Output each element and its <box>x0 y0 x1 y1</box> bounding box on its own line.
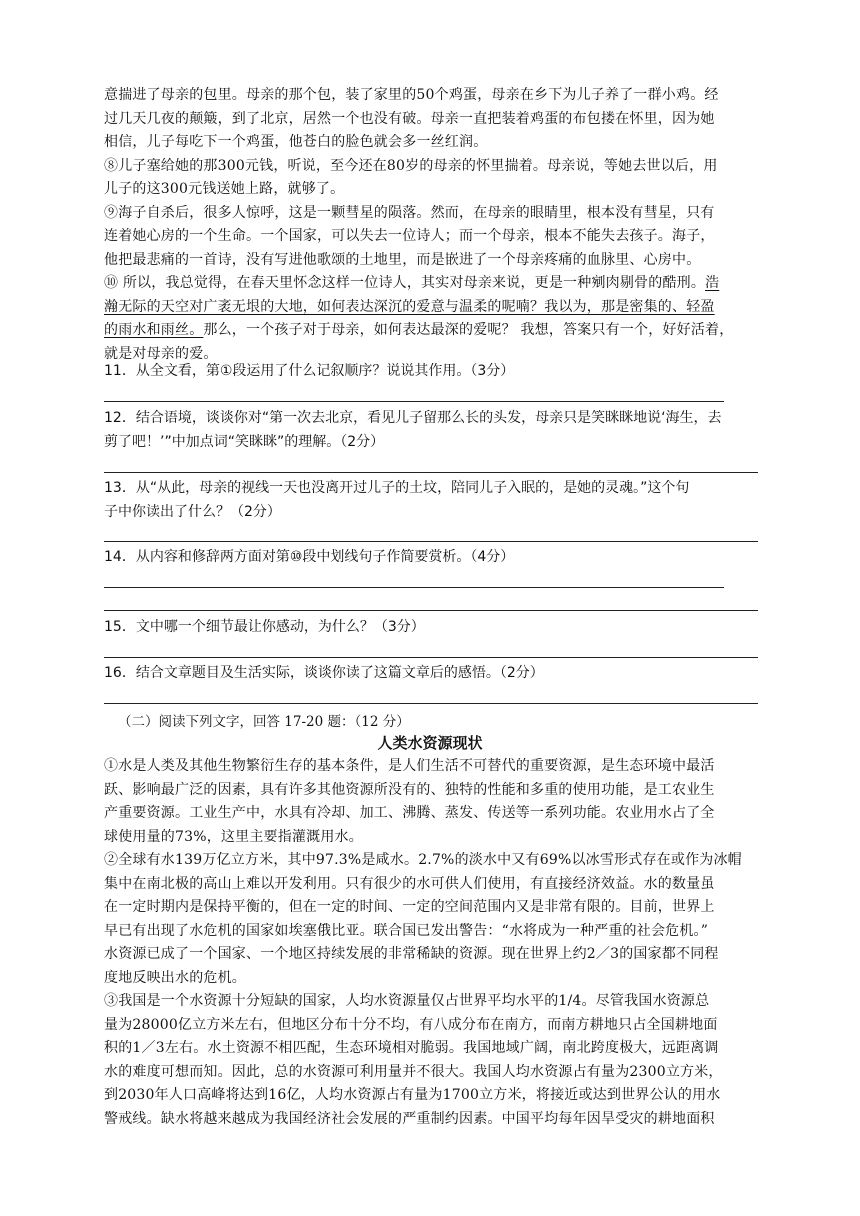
text-line <box>104 319 758 343</box>
text-line <box>104 272 758 296</box>
underlined-sentence: 的雨水和雨丝。 <box>104 322 204 338</box>
text-line: 连着她心房的一个生命。一个国家，可以失去一位诗人；而一个母亲，根本不能失去孩子。海子， <box>104 228 715 244</box>
article-paragraph-2 <box>104 849 758 990</box>
text-line: ⑧儿子塞给她的那300元钱，听说，至今还在80岁的母亲的怀里揣着。母亲说，等她去世以后，用 <box>104 157 718 174</box>
text-line: 警戒线。缺水将越来越成为我国经济社会发展的严重制约因素。中国平均每年因旱受灾的耕地面积 <box>104 1110 715 1127</box>
text-line: 球使用量的73%，这里主要指灌溉用水。 <box>104 828 363 845</box>
question-text-line: 子中你读出了什么？（2分） <box>104 503 281 520</box>
text-line: 就是对母亲的爱。 <box>104 345 218 362</box>
text-segment: ⑩ 所以，我总觉得，在春天里怀念这样一位诗人，其实对母亲来说，更是一种剜肉剔骨的酷刑。 <box>104 275 706 291</box>
story-paragraph-9 <box>104 202 758 273</box>
text-segment: 那么，一个孩子对于母亲，如何表达最深的爱呢？ 我想，答案只有一个，好好活着， <box>203 322 734 338</box>
text-line: 集中在南北极的高山上难以开发利用。只有很少的水可供人们使用，有直接经济效益。水的数量虽 <box>104 875 715 892</box>
text-line: 过几天几夜的颠簸，到了北京，居然一个也没有破。母亲一直把装着鸡蛋的布包搂在怀里，因为她 <box>104 110 715 127</box>
underlined-sentence: 浩 <box>705 275 720 291</box>
question-13 <box>104 477 758 524</box>
article-paragraph-3 <box>104 990 758 1131</box>
underlined-sentence: 瀚无际的天空对广袤无垠的大地，如何表达深沉的爱意与温柔的呢喃？我以为，那是密集的、轻盈 <box>104 298 715 315</box>
story-paragraph-8 <box>104 155 758 202</box>
question-11: 11．从全文看，第①段运用了什么记叙顺序？说说其作用。（3分） <box>104 363 515 379</box>
text-line: ①水是人类及其他生物繁衍生存的基本条件，是人们生活不可替代的重要资源，是生态环境中最活 <box>104 758 715 774</box>
story-paragraph-10 <box>104 272 758 366</box>
answer-line[interactable] <box>104 703 758 704</box>
text-line: 在一定时期内是保持平衡的，但在一定的时间、一定的空间范围内又是非常有限的。目前，世界上 <box>104 899 715 915</box>
answer-line[interactable] <box>104 587 724 588</box>
question-text-line: 12．结合语境，谈谈你对“第一次去北京，看见儿子留那么长的头发，母亲只是笑眯眯地说‘海生，去 <box>104 410 722 426</box>
text-line: ⑨海子自杀后，很多人惊呼，这是一颗彗星的陨落。然而，在母亲的眼睛里，根本没有彗星，只有 <box>104 204 715 221</box>
answer-line[interactable] <box>104 610 758 611</box>
text-line: 产重要资源。工业生产中，水具有冷却、加工、沸腾、蒸发、传送等一系列功能。农业用水占了全 <box>104 805 715 821</box>
text-line: 他把最悲痛的一首诗，没有写进他歌颂的土地里，而是嵌进了一个母亲疼痛的血脉里、心房中。 <box>104 251 701 268</box>
question-14: 14．从内容和修辞两方面对第⑩段中划线句子作简要赏析。（4分） <box>104 549 515 565</box>
answer-line[interactable] <box>104 401 724 402</box>
answer-line[interactable] <box>104 472 758 473</box>
text-line: ③我国是一个水资源十分短缺的国家，人均水资源量仅占世界平均水平的1/4。尽管我国水资源总 <box>104 993 710 1009</box>
text-line: 儿子的这300元钱送她上路，就够了。 <box>104 181 345 197</box>
text-line: 积的1／3左右。水土资源不相匹配，生态环境相对脆弱。我国地域广阔，南北跨度极大，远距离调 <box>104 1040 719 1056</box>
question-text-line: 剪了吧！’”中加点词“笑眯眯”的理解。（2分） <box>104 433 385 450</box>
text-line: 量为28000亿立方米左右，但地区分布十分不均，有八成分布在南方，而南方耕地只占全国耕地面 <box>104 1016 718 1033</box>
section-heading: （二）阅读下列文字，回答 17-20 题：（12 分） <box>118 714 410 730</box>
text-line: 意揣进了母亲的包里。母亲的那个包，装了家里的50个鸡蛋，母亲在乡下为儿子养了一群小鸡。经 <box>104 87 719 103</box>
answer-line[interactable] <box>104 541 758 542</box>
article-paragraph-1 <box>104 755 758 849</box>
text-line: 相信，儿子每吃下一个鸡蛋，他苍白的脸色就会多一丝红润。 <box>104 134 488 150</box>
question-12 <box>104 407 758 454</box>
question-16: 16．结合文章题目及生活实际，谈谈你读了这篇文章后的感悟。（2分） <box>104 665 544 681</box>
text-line: 到2030年人口高峰将达到16亿，人均水资源占有量为1700立方米，将接近或达到世界公认的用水 <box>104 1087 721 1103</box>
story-paragraph-7 <box>104 84 758 155</box>
article-title: 人类水资源现状 <box>377 734 483 752</box>
text-line: 早已有出现了水危机的国家如埃塞俄比亚。联合国已发出警告：“水将成为一种严重的社会危机。” <box>104 922 709 939</box>
text-line: 跃、影响最广泛的因素，具有许多其他资源所没有的、独特的性能和多重的使用功能，是工农业生 <box>104 781 715 798</box>
answer-line[interactable] <box>104 657 758 658</box>
text-line: 水的难度可想而知。因此，总的水资源可利用量并不很大。我国人均水资源占有量为2300立方米， <box>104 1063 723 1080</box>
question-text-line: 13．从“从此，母亲的视线一天也没离开过儿子的土坟，陪同儿子入眠的，是她的灵魂。”这个句 <box>104 480 690 496</box>
question-15: 15．文中哪一个细节最让你感动，为什么？（3分） <box>104 619 425 635</box>
text-line: 度地反映出水的危机。 <box>104 969 246 986</box>
text-line: 水资源已成了一个国家、一个地区持续发展的非常稀缺的资源。现在世界上约2／3的国家都不同程 <box>104 946 719 962</box>
text-line: ②全球有水139万亿立方米，其中97.3%是咸水。2.7%的淡水中又有69%以冰雪形式存在或作为冰帽 <box>104 852 742 868</box>
